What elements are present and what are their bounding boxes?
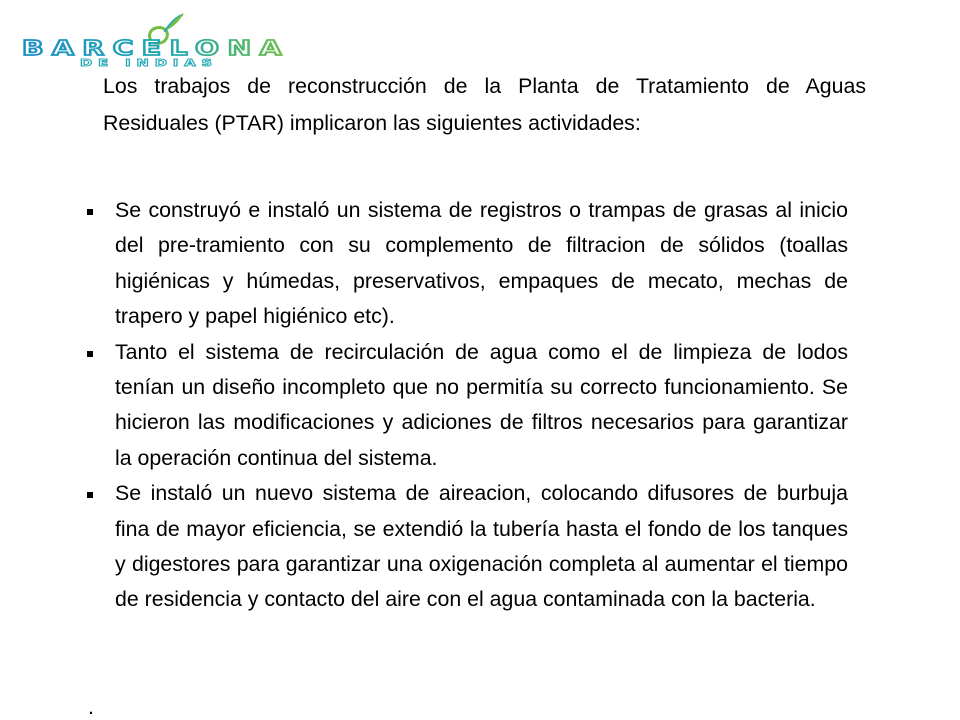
bullet-item bbox=[87, 476, 848, 618]
footer-mark: . bbox=[88, 695, 94, 719]
logo bbox=[18, 10, 298, 72]
bullet-line: la operación continua del sistema. bbox=[115, 445, 438, 470]
square-bullet-icon bbox=[87, 209, 93, 215]
bullet-line: Se instaló un nuevo sistema de aireacion, colocando difusores de burbuja bbox=[115, 481, 848, 506]
square-bullet-icon bbox=[87, 351, 93, 357]
bullet-line: de residencia y contacto del aire con el agua contaminada con la bacteria. bbox=[115, 587, 816, 612]
logo-swoosh-leaf bbox=[167, 13, 184, 30]
logo-wordmark: BARCELONA bbox=[22, 36, 290, 60]
square-bullet-icon bbox=[87, 492, 93, 498]
bullet-line: higiénicas y húmedas, preservativos, empaques de mecato, mechas de bbox=[115, 268, 848, 293]
bullet-line: Se construyó e instaló un sistema de registros o trampas de grasas al inicio bbox=[115, 198, 848, 222]
bullet-line: Tanto el sistema de recirculación de agua como el de limpieza de lodos bbox=[115, 339, 848, 364]
bullet-line: tenían un diseño incompleto que no permitía su correcto funcionamiento. Se bbox=[115, 375, 848, 400]
bullet-line: hicieron las modificaciones y adiciones de filtros necesarios para garantizar bbox=[115, 410, 848, 435]
bullet-item bbox=[87, 335, 848, 477]
bullet-item bbox=[87, 193, 848, 335]
intro-paragraph bbox=[103, 68, 866, 142]
bullet-list bbox=[87, 193, 848, 618]
intro-line: Los trabajos de reconstrucción de la Planta de Tratamiento de Aguas bbox=[103, 74, 866, 98]
intro-line: Residuales (PTAR) implicaron las siguientes actividades: bbox=[103, 111, 641, 135]
bullet-line: trapero y papel higiénico etc). bbox=[115, 304, 395, 329]
logo-subtitle: DE INDIAS bbox=[80, 58, 218, 69]
bullet-line: del pre-tramiento con su complemento de filtracion de sólidos (toallas bbox=[115, 233, 848, 258]
bullet-line: y digestores para garantizar una oxigenación completa al aumentar el tiempo bbox=[115, 552, 848, 577]
bullet-line: fina de mayor eficiencia, se extendió la tubería hasta el fondo de los tanques bbox=[115, 516, 848, 541]
